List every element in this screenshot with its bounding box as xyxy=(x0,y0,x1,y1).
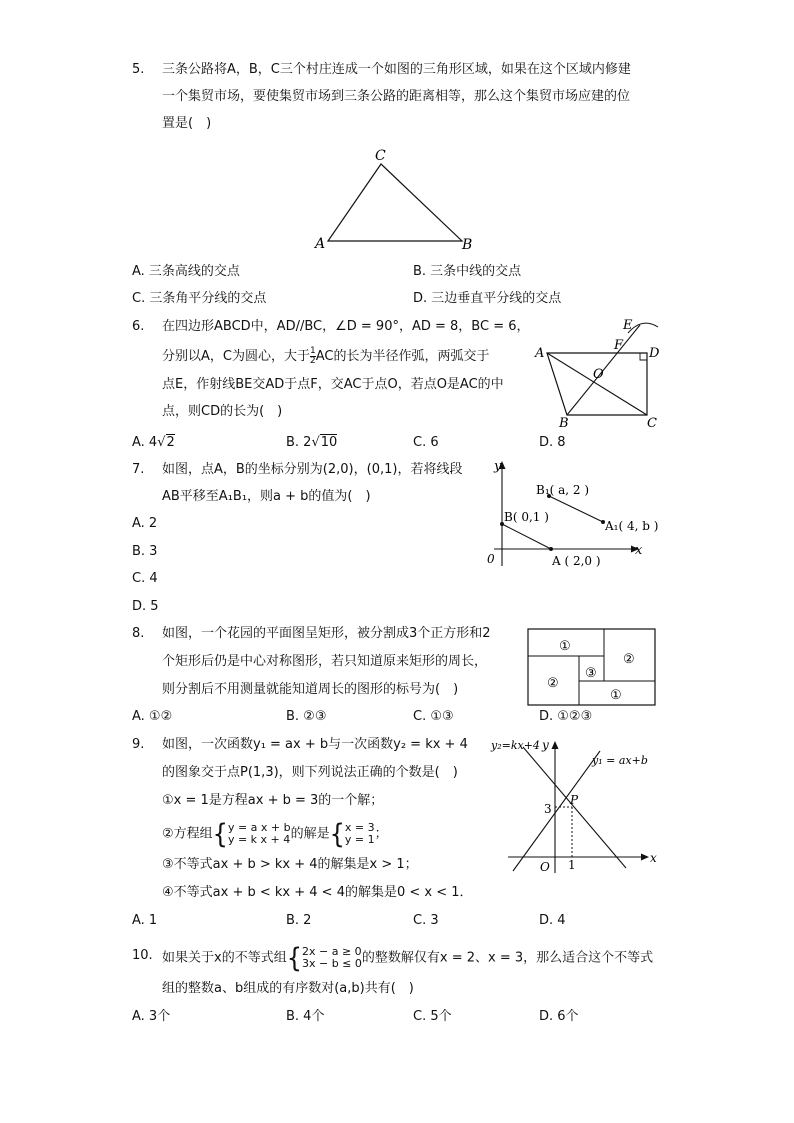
q9-text-line-2: 的图象交于点P(1,3)，则下列说法正确的个数是( ) xyxy=(162,765,458,780)
q6-option-c[interactable]: C. 6 xyxy=(413,435,439,450)
label-y: y xyxy=(494,459,502,474)
label-y2: y₂=kx+4 xyxy=(491,739,540,752)
equation-system xyxy=(228,822,291,846)
q7-option-c[interactable]: C. 4 xyxy=(132,571,158,586)
diagonal-ac xyxy=(547,353,647,415)
q10-text-line-2: 组的整数a、b组成的有序数对(a,b)共有( ) xyxy=(162,981,414,996)
q9-s2-middle: 的解是 xyxy=(290,826,330,842)
q7-number: 7. xyxy=(132,462,145,477)
equation-1: y = a x + b xyxy=(227,821,291,834)
q9-text-line-1: 如图，一次函数y₁ = ax + b与一次函数y₂ = kx + 4 xyxy=(162,737,468,752)
q6-number: 6. xyxy=(132,319,145,334)
label-b1: B₁( a, 2 ) xyxy=(536,483,590,497)
q6-option-b-radicand: 10 xyxy=(320,435,338,450)
q6-option-b-label: B. 2 xyxy=(286,435,312,450)
q9-option-a[interactable]: A. 1 xyxy=(132,913,158,928)
label-c: C xyxy=(375,148,386,164)
q7-option-a[interactable]: A. 2 xyxy=(132,516,158,531)
q6-option-a-label: A. 4 xyxy=(132,435,158,450)
q5-text-line-1: 三条公路将A，B，C三个村庄连成一个如图的三角形区域，如果在这个区域内修建 xyxy=(162,62,631,77)
q9-number: 9. xyxy=(132,737,145,752)
label-x: x xyxy=(635,543,643,558)
q9-function-graph xyxy=(488,733,663,878)
arc-near-e xyxy=(628,323,658,333)
label-f: F xyxy=(614,338,624,353)
q6-option-a[interactable] xyxy=(132,433,175,453)
label-a: A xyxy=(315,236,326,252)
q10-option-c[interactable]: C. 5个 xyxy=(413,1009,452,1024)
label-p: P xyxy=(570,793,579,807)
q5-option-d[interactable]: D. 三边垂直平分线的交点 xyxy=(413,291,562,306)
fraction-numerator: 1 xyxy=(309,346,316,356)
q10-option-b[interactable]: B. 4个 xyxy=(286,1009,325,1024)
q6-text-line-3: 点E，作射线BE交AD于点F，交AC于点O，若点O是AC的中 xyxy=(162,377,504,392)
label-b: B xyxy=(559,416,569,430)
q6-option-b[interactable] xyxy=(286,433,337,453)
q8-number: 8. xyxy=(132,626,145,641)
right-angle-mark xyxy=(640,353,647,360)
x-axis-arrow xyxy=(641,854,649,861)
q9-s2-end: ； xyxy=(374,826,388,842)
region-1-top: ① xyxy=(559,639,571,654)
equation-2: y = k x + 4 xyxy=(227,833,291,846)
q8-text-line-2: 个矩形后仍是中心对称图形，若只知道原来矩形的周长， xyxy=(162,654,488,669)
segment-ab xyxy=(502,524,551,549)
q8-text-line-3: 则分割后不用测量就能知道周长的图形的标号为( ) xyxy=(162,682,459,697)
label-a1: A₁( 4, b ) xyxy=(605,519,659,533)
q10-line1-suffix: 的整数解仅有x = 2、x = 3，那么适合这个不等式 xyxy=(361,950,654,966)
label-b: B xyxy=(462,237,473,253)
q9-option-c[interactable]: C. 3 xyxy=(413,913,439,928)
fraction-denominator: 2 xyxy=(309,356,316,366)
label-origin: O xyxy=(540,860,550,874)
q5-triangle-figure xyxy=(310,145,480,255)
label-b: B( 0,1 ) xyxy=(504,510,549,524)
point-a xyxy=(549,547,553,551)
q9-s2-prefix: ②方程组 xyxy=(162,826,213,842)
region-3-center: ③ xyxy=(585,666,597,681)
q5-text-line-3: 置是( ) xyxy=(162,116,212,131)
q7-option-b[interactable]: B. 3 xyxy=(132,544,158,559)
q9-option-d[interactable]: D. 4 xyxy=(539,913,566,928)
brace-left: { xyxy=(212,818,228,850)
q6-quadrilateral-figure xyxy=(530,315,670,430)
solution-system xyxy=(345,822,375,846)
inequality-system xyxy=(302,946,362,970)
solution-2: y = 1 xyxy=(344,833,375,846)
q6-text-line-2 xyxy=(162,347,489,367)
q8-option-b[interactable]: B. ②③ xyxy=(286,709,327,724)
brace-left: { xyxy=(286,942,302,974)
q10-option-d[interactable]: D. 6个 xyxy=(539,1009,579,1024)
q10-text-line-1 xyxy=(162,942,654,974)
q9-statement-3: ③不等式ax + b > kx + 4的解集是x > 1； xyxy=(162,857,418,872)
q7-text-line-1: 如图，点A，B的坐标分别为(2,0)，(0,1)，若将线段 xyxy=(162,462,463,477)
y-axis-arrow xyxy=(552,741,559,749)
inequality-1: 2x − a ≥ 0 xyxy=(301,945,362,958)
q8-garden-figure xyxy=(526,627,658,707)
q8-option-a[interactable]: A. ①② xyxy=(132,709,173,724)
q10-option-a[interactable]: A. 3个 xyxy=(132,1009,171,1024)
label-one: 1 xyxy=(568,858,576,872)
q10-number: 10. xyxy=(132,948,153,963)
label-a: A ( 2,0 ) xyxy=(552,554,601,568)
label-o: O xyxy=(593,367,604,382)
q7-text-line-2: AB平移至A₁B₁，则a + b的值为( ) xyxy=(162,489,371,504)
q8-text-line-1: 如图，一个花园的平面图呈矩形，被分割成3个正方形和2 xyxy=(162,626,491,641)
label-three: 3 xyxy=(544,802,552,816)
triangle-abc xyxy=(328,164,462,241)
q5-number: 5. xyxy=(132,62,145,77)
label-y1: y₁ = ax+b xyxy=(592,754,648,767)
q7-option-d[interactable]: D. 5 xyxy=(132,599,159,614)
segment-a1b1 xyxy=(549,496,603,522)
q9-statement-1: ①x = 1是方程ax + b = 3的一个解； xyxy=(162,793,384,808)
label-c: C xyxy=(647,416,657,430)
q6-line2-part1: 分别以A，C为圆心，大于 xyxy=(162,349,310,364)
label-a: A xyxy=(535,346,545,361)
solution-1: x = 3 xyxy=(344,821,375,834)
q5-option-a[interactable]: A. 三条高线的交点 xyxy=(132,264,240,279)
q9-statement-2 xyxy=(162,818,388,850)
region-2-left: ② xyxy=(547,676,559,691)
sqrt-symbol: √ xyxy=(311,435,320,450)
brace-left: { xyxy=(329,818,345,850)
label-origin: 0 xyxy=(487,552,495,566)
q9-statement-4: ④不等式ax + b < kx + 4 < 4的解集是0 < x < 1． xyxy=(162,885,473,900)
q5-option-b[interactable]: B. 三条中线的交点 xyxy=(413,264,522,279)
q6-line2-part2: AC的长为半径作弧，两弧交于 xyxy=(315,349,490,364)
q8-option-d[interactable]: D. ①②③ xyxy=(539,709,593,724)
q6-text-line-4: 点，则CD的长为( ) xyxy=(162,404,283,419)
inequality-2: 3x − b ≤ 0 xyxy=(301,957,362,970)
region-1-bottom: ① xyxy=(610,688,622,703)
label-x: x xyxy=(650,851,657,865)
q6-text-line-1: 在四边形ABCD中，AD//BC，∠D = 90°，AD = 8，BC = 6， xyxy=(162,319,530,334)
q9-option-b[interactable]: B. 2 xyxy=(286,913,312,928)
q6-option-d[interactable]: D. 8 xyxy=(539,435,566,450)
q10-line1-prefix: 如果关于x的不等式组 xyxy=(162,950,287,966)
q5-option-c[interactable]: C. 三条角平分线的交点 xyxy=(132,291,267,306)
label-d: D xyxy=(649,346,660,361)
q8-option-c[interactable]: C. ①③ xyxy=(413,709,454,724)
label-e: E xyxy=(623,318,633,333)
sqrt-symbol: √ xyxy=(157,435,166,450)
q5-text-line-2: 一个集贸市场，要使集贸市场到三条公路的距离相等，那么这个集贸市场应建的位 xyxy=(162,89,631,104)
q6-option-a-radicand: 2 xyxy=(166,435,175,450)
line-y1 xyxy=(513,751,600,871)
region-2-right: ② xyxy=(623,652,635,667)
q7-coordinate-figure xyxy=(482,458,662,573)
label-y-axis: y xyxy=(542,738,549,752)
